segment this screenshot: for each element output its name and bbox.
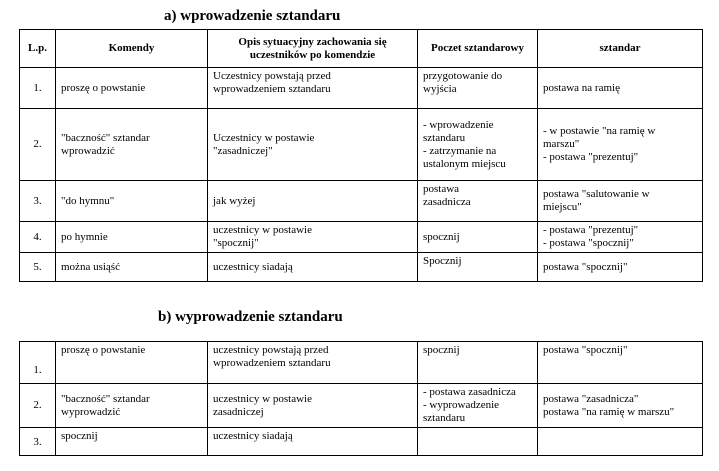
opis-cell: uczestnicy siadają [208, 253, 418, 282]
poczet-cell: - postawa zasadnicza - wyprowadzenie sztandaru [418, 384, 538, 428]
komendy-cell: można usiąść [56, 253, 208, 282]
sztandar-cell: postawa "spocznij" [538, 253, 703, 282]
komendy-cell: "baczność" sztandar wyprowadzić [56, 384, 208, 428]
column-header-komendy: Komendy [56, 30, 208, 68]
komendy-cell: po hymnie [56, 222, 208, 253]
sztandar-cell: postawa "zasadnicza" postawa "na ramię w marszu" [538, 384, 703, 428]
sztandar-cell: postawa "salutowanie w miejscu" [538, 181, 703, 222]
opis-cell: uczestnicy powstają przed wprowadzeniem sztandaru [208, 342, 418, 384]
section-a-heading: a) wprowadzenie sztandaru [164, 8, 341, 24]
lp-cell: 1. [20, 342, 56, 384]
lp-cell: 1. [20, 68, 56, 109]
section-b-heading: b) wyprowadzenie sztandaru [158, 309, 343, 325]
poczet-cell: przygotowanie do wyjścia [418, 68, 538, 109]
entry-ceremony-table [19, 29, 703, 282]
poczet-cell [418, 428, 538, 456]
opis-cell: uczestnicy w postawie "spocznij" [208, 222, 418, 253]
opis-cell: Uczestnicy w postawie "zasadniczej" [208, 109, 418, 181]
column-header-lp: L.p. [20, 30, 56, 68]
exit-ceremony-table [19, 341, 703, 456]
lp-cell: 2. [20, 384, 56, 428]
poczet-cell: Spocznij [418, 253, 538, 282]
opis-cell: Uczestnicy powstają przed wprowadzeniem sztandaru [208, 68, 418, 109]
poczet-cell: - wprowadzenie sztandaru - zatrzymanie na ustalonym miejscu [418, 109, 538, 181]
lp-cell: 5. [20, 253, 56, 282]
lp-cell: 2. [20, 109, 56, 181]
komendy-cell: proszę o powstanie [56, 68, 208, 109]
table-row [20, 253, 703, 282]
sztandar-cell [538, 428, 703, 456]
sztandar-cell: - w postawie "na ramię w marszu" - postawa "prezentuj" [538, 109, 703, 181]
poczet-cell: postawa zasadnicza [418, 181, 538, 222]
column-header-opis: Opis sytuacyjny zachowania się uczestników po komendzie [208, 30, 418, 68]
komendy-cell: spocznij [56, 428, 208, 456]
column-header-sztandar: sztandar [538, 30, 703, 68]
sztandar-cell: postawa na ramię [538, 68, 703, 109]
lp-cell: 3. [20, 181, 56, 222]
sztandar-cell: - postawa "prezentuj" - postawa "spocznij" [538, 222, 703, 253]
table-header-row [20, 30, 703, 68]
sztandar-cell: postawa "spocznij" [538, 342, 703, 384]
table-row [20, 109, 703, 181]
lp-cell: 3. [20, 428, 56, 456]
column-header-poczet: Poczet sztandarowy [418, 30, 538, 68]
komendy-cell: "do hymnu" [56, 181, 208, 222]
table-row [20, 384, 703, 428]
table-row [20, 342, 703, 384]
komendy-cell: proszę o powstanie [56, 342, 208, 384]
poczet-cell: spocznij [418, 342, 538, 384]
opis-cell: uczestnicy siadają [208, 428, 418, 456]
table-row [20, 181, 703, 222]
komendy-cell: "baczność" sztandar wprowadzić [56, 109, 208, 181]
table-row [20, 68, 703, 109]
opis-cell: jak wyżej [208, 181, 418, 222]
poczet-cell: spocznij [418, 222, 538, 253]
table-row [20, 222, 703, 253]
lp-cell: 4. [20, 222, 56, 253]
opis-cell: uczestnicy w postawie zasadniczej [208, 384, 418, 428]
table-row [20, 428, 703, 456]
